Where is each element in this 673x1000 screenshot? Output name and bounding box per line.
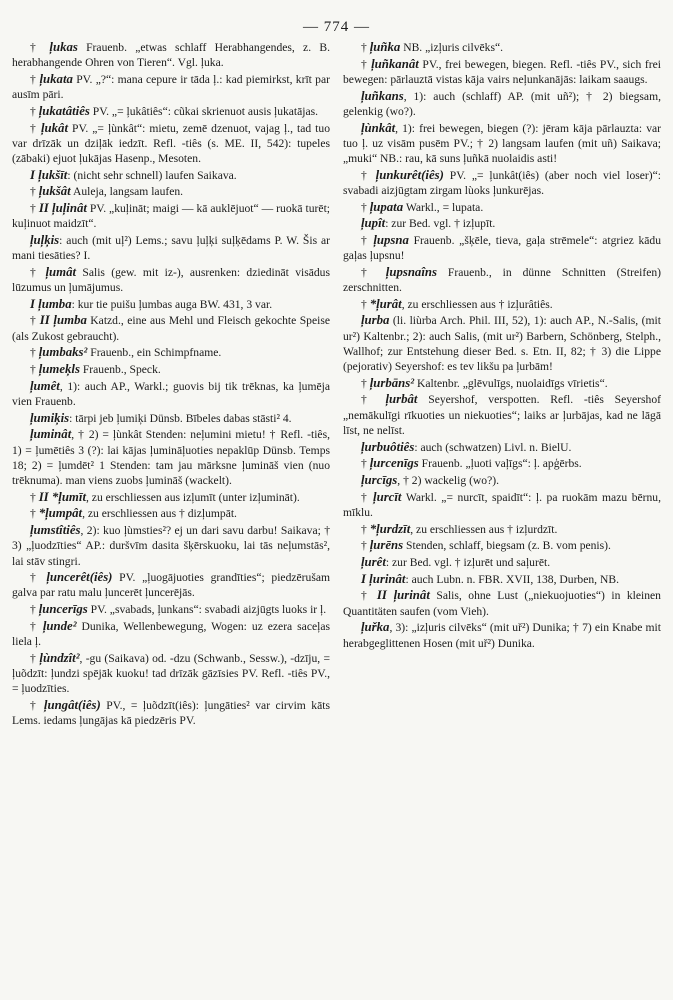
entry-headword: ļurêt xyxy=(361,555,386,569)
dictionary-entry xyxy=(12,570,330,600)
dictionary-entry xyxy=(12,411,330,426)
entry-headword: ļuncerêt(iês) xyxy=(46,570,113,585)
dictionary-entry xyxy=(12,168,330,183)
entry-headword: ļukata xyxy=(39,71,73,86)
dictionary-entry xyxy=(343,200,661,215)
entry-definition: Frauenb., in dünne Schnitten (Streifen) zerschnitten. xyxy=(343,265,661,295)
dictionary-entry xyxy=(343,40,661,55)
entry-marker: † xyxy=(361,265,386,279)
entry-marker: † xyxy=(30,698,44,712)
entry-headword: I ļurinât xyxy=(361,571,406,586)
dictionary-entry xyxy=(12,506,330,521)
dictionary-entry xyxy=(343,216,661,231)
entry-headword: II ļurinât xyxy=(376,588,430,603)
entry-marker: † xyxy=(30,121,41,135)
entry-marker: † xyxy=(361,457,370,471)
entry-headword: ļukât xyxy=(40,120,68,135)
dictionary-entry xyxy=(343,57,661,87)
entry-headword: ļumât xyxy=(45,264,77,279)
entry-definition: , zu erschliessen aus † izļurâtiês. xyxy=(401,297,553,311)
dictionary-entry xyxy=(343,376,661,391)
dictionary-entry xyxy=(12,265,330,295)
entry-definition: , zu erschliessen aus † izļurdzīt. xyxy=(410,522,558,536)
entry-headword: I ļumba xyxy=(30,296,72,311)
entry-headword: ļuncerīgs xyxy=(38,602,88,617)
entry-marker: † xyxy=(361,297,370,311)
dictionary-entry xyxy=(12,313,330,343)
entry-definition: PV. „svabads, ļunkans“: svabadi aizjūgts luoks ir ļ. xyxy=(87,603,327,617)
entry-headword: ļumeķls xyxy=(38,362,80,377)
entry-definition: Auleja, langsam laufen. xyxy=(70,185,184,199)
page-number: — 774 — xyxy=(303,19,370,35)
entry-definition: Dunika, Wellenbewegung, Wogen: uz ezera saceļas liela ļ. xyxy=(12,619,330,649)
entry-headword: *ļurdzīt xyxy=(369,521,411,536)
columns xyxy=(12,40,661,990)
entry-headword: *ļurât xyxy=(369,296,402,311)
entry-headword: ļurbât xyxy=(385,392,418,407)
entry-definition: , -gu (Saikava) od. -dzu (Schwanb., Sessw.), -dzīju, = ļuõdzīt: ļundzi spējāk kuoku! tad drīzāk gāzīsies PV. Refl. -tiês PV., = ļuodzīties. xyxy=(12,651,330,696)
dictionary-entry xyxy=(343,392,661,438)
entry-definition: , † 2) = ļùnkât Stenden: neļumini mietu! † Refl. -tiês, 1) = ļumētiês 3 (?): lai kājas ļumināļuoties nepaklūp Dünsb. Temps 18; 2) = ļumdēt² 1 Stenden: tam jau mārksne ļumināš vien (nuo trēknuma). man viens zuobs ļumināš (wackelt). xyxy=(12,428,330,487)
entry-marker: † xyxy=(30,603,39,617)
entry-definition: : zur Bed. vgl. † izļupīt. xyxy=(385,217,496,231)
entry-headword: ļuñkans xyxy=(361,88,404,103)
dictionary-entry xyxy=(12,201,330,231)
entry-headword: ļuñkanât xyxy=(371,56,419,71)
dictionary-entry xyxy=(343,168,661,198)
entry-marker: † xyxy=(361,393,386,407)
dictionary-entry xyxy=(12,40,330,70)
dictionary-entry xyxy=(343,588,661,618)
entry-headword: ļuñka xyxy=(369,40,401,54)
entry-definition: Kaltenbr. „glēvulīgs, nuolaidīgs vīrietis“. xyxy=(414,376,608,390)
entry-headword: ļurbāns² xyxy=(369,375,415,390)
entry-definition: NB. „izļuris cilvēks“. xyxy=(400,41,504,54)
entry-headword: ļupata xyxy=(369,199,404,214)
entry-marker: † xyxy=(361,589,377,603)
entry-definition: : tārpi jeb ļumiķi Dünsb. Bībeles dabas stāsti² 4. xyxy=(69,411,292,425)
entry-definition: PV., frei bewegen, biegen. Refl. -tiês PV., sich frei bewegen: pārlauztā vistas kāja vairs neļunkanājās: laikam saaugs. xyxy=(343,57,661,86)
dictionary-entry xyxy=(343,555,661,570)
entry-definition: Frauenb. „etwas schlaff Herabhangendes, z. B. herabhangende Ohren von Tieren“. Vgl. ļuka. xyxy=(12,41,330,70)
entry-marker: † xyxy=(30,104,39,118)
entry-headword: II *ļumīt xyxy=(38,489,86,504)
entry-definition: : auch (schwatzen) Livl. n. BielU. xyxy=(414,440,572,454)
dictionary-entry xyxy=(12,619,330,649)
entry-headword: ļumiķis xyxy=(30,410,70,425)
entry-definition: (li. liùrba Arch. Phil. III, 52), 1): auch AP., N.-Salis, (mit ur²) Kaltenbr.; 2): auch Salis, (mit ur²) Barbern, Schönberg, Stelph., Wallhof; zur Entstehung dieser Bed. s. Etn. II, 82; † 3) die Lippe (pejorativ) Seyershof: es tev likšu pa ļurbām! xyxy=(343,314,661,374)
dictionary-entry xyxy=(343,490,661,520)
entry-headword: ļukšât xyxy=(38,184,71,199)
entry-headword: II ļuļinât xyxy=(38,201,87,216)
entry-marker: † xyxy=(30,41,50,54)
left-column xyxy=(12,40,330,990)
entry-definition: PV. „= ļunkât(iês) (aber noch viel loser)“: svabadi aizjūgtam zirgam lùoks ļunkurējas. xyxy=(343,168,661,197)
dictionary-entry xyxy=(343,89,661,119)
entry-headword: ļùndzît² xyxy=(39,650,80,665)
entry-headword: ļunde² xyxy=(42,618,77,633)
dictionary-entry xyxy=(343,620,661,650)
dictionary-entry xyxy=(343,538,661,553)
entry-headword: ļuļķis xyxy=(30,232,60,247)
entry-definition: , 1): auch (schlaff) AP. (mit uñ²); † 2) biegsam, gelenkig (wo?). xyxy=(343,89,661,118)
dictionary-entry xyxy=(343,440,661,455)
entry-definition: , 1): auch AP., Warkl.; guovis bij tik trēknas, ka ļumēja vien Frauenb. xyxy=(12,379,330,408)
entry-marker: † xyxy=(30,507,39,521)
dictionary-entry xyxy=(343,265,661,295)
entry-marker: † xyxy=(30,363,39,377)
entry-marker: † xyxy=(30,265,46,279)
entry-marker: † xyxy=(361,41,370,54)
entry-headword: ļukatâtiês xyxy=(38,103,90,118)
dictionary-entry xyxy=(12,345,330,360)
entry-marker: † xyxy=(361,376,370,390)
entry-headword: ļurēns xyxy=(369,538,404,553)
entry-definition: : kur tie puišu ļumbas auga BW. 431, 3 var. xyxy=(71,297,273,311)
entry-marker: † xyxy=(361,539,370,553)
entry-marker: † xyxy=(30,185,39,199)
dictionary-entry xyxy=(343,121,661,167)
dictionary-entry xyxy=(343,473,661,488)
entry-headword: ļunkurêt(iês) xyxy=(375,167,444,182)
dictionary-entry xyxy=(12,297,330,312)
entry-marker: † xyxy=(30,619,43,633)
entry-headword: ļurcīt xyxy=(373,489,402,504)
entry-marker: † xyxy=(361,233,374,247)
dictionary-entry xyxy=(343,572,661,587)
entry-definition: Stenden, schlaff, biegsam (z. B. vom penis). xyxy=(403,539,611,553)
entry-headword: ļupsnaîns xyxy=(385,264,437,279)
dictionary-entry xyxy=(12,72,330,102)
entry-headword: ļuřka xyxy=(361,620,390,635)
entry-definition: , † 2) wackelig (wo?). xyxy=(397,473,500,487)
entry-headword: ļurcenīgs xyxy=(369,456,419,471)
entry-marker: † xyxy=(361,490,374,504)
entry-definition: Seyershof, verspotten. Refl. -tiês Seyershof „nemākulīgi rīkuoties un niekuoties“; laiks ar ļurbājas, kad ne lāgā līst, ne nelīst. xyxy=(343,393,661,437)
entry-headword: *ļumpât xyxy=(38,506,83,521)
entry-marker: † xyxy=(361,168,376,182)
entry-marker: † xyxy=(361,57,372,71)
entry-marker: † xyxy=(30,651,40,665)
dictionary-entry xyxy=(12,490,330,505)
dictionary-entry xyxy=(12,121,330,167)
entry-definition: Salis (gew. mit iz-), ausrenken: dziedināt visādus lūzumus un ļumājumus. xyxy=(12,265,330,295)
entry-definition: Frauenb., Speck. xyxy=(79,363,161,377)
right-column xyxy=(343,40,661,990)
entry-definition: , 3): „izļuris cilvēks“ (mit uř²) Dunika; † 7) ein Knabe mit herabgeglittenen Hosen (mit uř²) Dunika. xyxy=(343,621,661,650)
entry-headword: ļupsna xyxy=(373,232,409,247)
dictionary-entry xyxy=(12,233,330,263)
entry-headword: ļupît xyxy=(361,216,386,231)
dictionary-entry xyxy=(12,362,330,377)
dictionary-entry xyxy=(12,651,330,697)
entry-definition: Warkl. „= nurcīt, spaidīt“: ļ. pa ruokām mazu bērnu, mīklu. xyxy=(343,490,661,519)
dictionary-entry xyxy=(12,698,330,728)
entry-headword: ļurcīgs xyxy=(361,472,398,487)
entry-definition: : auch Lubn. n. FBR. XVII, 138, Durben, NB. xyxy=(405,572,619,586)
entry-definition: Frauenb., ein Schimpfname. xyxy=(87,346,222,360)
entry-headword: ļurba xyxy=(361,313,390,328)
entry-headword: ļungât(iês) xyxy=(43,697,101,712)
dictionary-entry xyxy=(343,313,661,374)
entry-marker: † xyxy=(30,490,39,504)
entry-marker: † xyxy=(361,522,370,536)
dictionary-entry xyxy=(343,522,661,537)
page-number-value: 774 xyxy=(323,19,350,35)
entry-definition: , 2): kuo ļùmsties²? ej un dari savu darbu! Saikava; † 3) „ļuodzīties“ AP.: duršvīm dasita šķērskuoku, lai tās neļumstās², lai stāv stingri. xyxy=(12,524,330,568)
entry-definition: PV., = ļuõdzīt(iês): ļungāties² var cirvim kāts Lems. iedams ļungājas kā piedzēris PV. xyxy=(12,698,330,728)
entry-definition: PV. „ļuogājuoties grandīties“; piedzērušam galva par ratu malu ļuncerēt ļuncerējās. xyxy=(12,571,330,600)
entry-marker: † xyxy=(30,346,39,360)
dictionary-entry xyxy=(12,379,330,409)
entry-definition: PV. „= ļùnkât“: mietu, zemē dzenuot, vajag ļ., tad tuo var drīzāk un dziļāk iedzīt. Refl. -tiês (s. ME. II, 542): tupeles (zābaki) ejuot ļukājas Hasenp., Mesoten. xyxy=(12,121,330,165)
dictionary-entry xyxy=(343,456,661,471)
entry-definition: Katzd., eine aus Mehl und Fleisch gekochte Speise (als Zukost gebraucht). xyxy=(12,314,330,343)
dictionary-entry xyxy=(343,233,661,263)
dictionary-entry xyxy=(12,523,330,569)
entry-headword: ļumbaks² xyxy=(38,345,88,360)
entry-definition: , 1): frei bewegen, biegen (?): jēram kāja pārlauzta: var tuo ļ. uz visām pusēm PV.; † 2) langsam laufen (mit uñ) Saikava; „muki“ NB.: rau, kā suns ļuñkā nuolaidis asti! xyxy=(343,121,661,165)
entry-headword: II ļumba xyxy=(39,313,87,328)
entry-headword: I ļukšīt xyxy=(30,167,68,182)
entry-marker: † xyxy=(30,571,47,585)
entry-definition: Salis, ohne Lust („niekuojuoties“) in kleinen Quantitäten saufen (vom Vieh). xyxy=(343,589,661,618)
entry-headword: ļumêt xyxy=(30,378,60,393)
dictionary-entry xyxy=(12,602,330,617)
dictionary-entry xyxy=(343,297,661,312)
entry-headword: ļùnkât xyxy=(361,120,396,135)
entry-definition: Frauenb. „šķēle, tieva, gaļa strēmele“: atgriez kādu gaļas ļupsnu! xyxy=(343,233,661,263)
entry-headword: ļurbuôtiês xyxy=(361,439,415,454)
entry-marker: † xyxy=(30,72,40,86)
entry-headword: ļukas xyxy=(49,40,78,54)
entry-definition: PV. „?“: mana cepure ir tāda ļ.: kad piemirkst, krīt par ausīm pāri. xyxy=(12,72,330,102)
entry-definition: Frauenb. „ļuoti vaļīgs“: ļ. apģērbs. xyxy=(418,457,582,471)
entry-definition: : zur Bed. vgl. † izļurēt und saļurēt. xyxy=(385,556,551,569)
dictionary-entry xyxy=(12,184,330,199)
entry-marker: † xyxy=(361,200,370,214)
entry-definition: PV. „= ļukâtiês“: cũkai skrienuot ausis ļukatājas. xyxy=(89,104,319,118)
entry-headword: ļumstîtiês xyxy=(30,523,81,538)
entry-definition: , zu erschliessen aus † dizļumpāt. xyxy=(82,507,237,521)
entry-definition: Warkl., = lupata. xyxy=(403,200,484,214)
entry-definition: , zu erschliessen aus izļumīt (unter izļumināt). xyxy=(86,490,300,504)
dictionary-entry xyxy=(12,104,330,119)
dictionary-entry xyxy=(12,427,330,488)
entry-definition: : auch (mit uļ²) Lems.; savu ļuļķi suļķēdams P. W. Šis ar mani tiesāties? I. xyxy=(12,233,330,263)
entry-marker: † xyxy=(30,314,40,328)
entry-definition: : (nicht sehr schnell) laufen Saikava. xyxy=(67,168,237,182)
entry-headword: ļuminât xyxy=(30,427,72,442)
entry-definition: PV. „kuļināt; maigi — kā auklējuot“ — ruokā turēt; kuļinuot maidzīt“. xyxy=(12,202,330,231)
entry-marker: † xyxy=(30,202,39,216)
